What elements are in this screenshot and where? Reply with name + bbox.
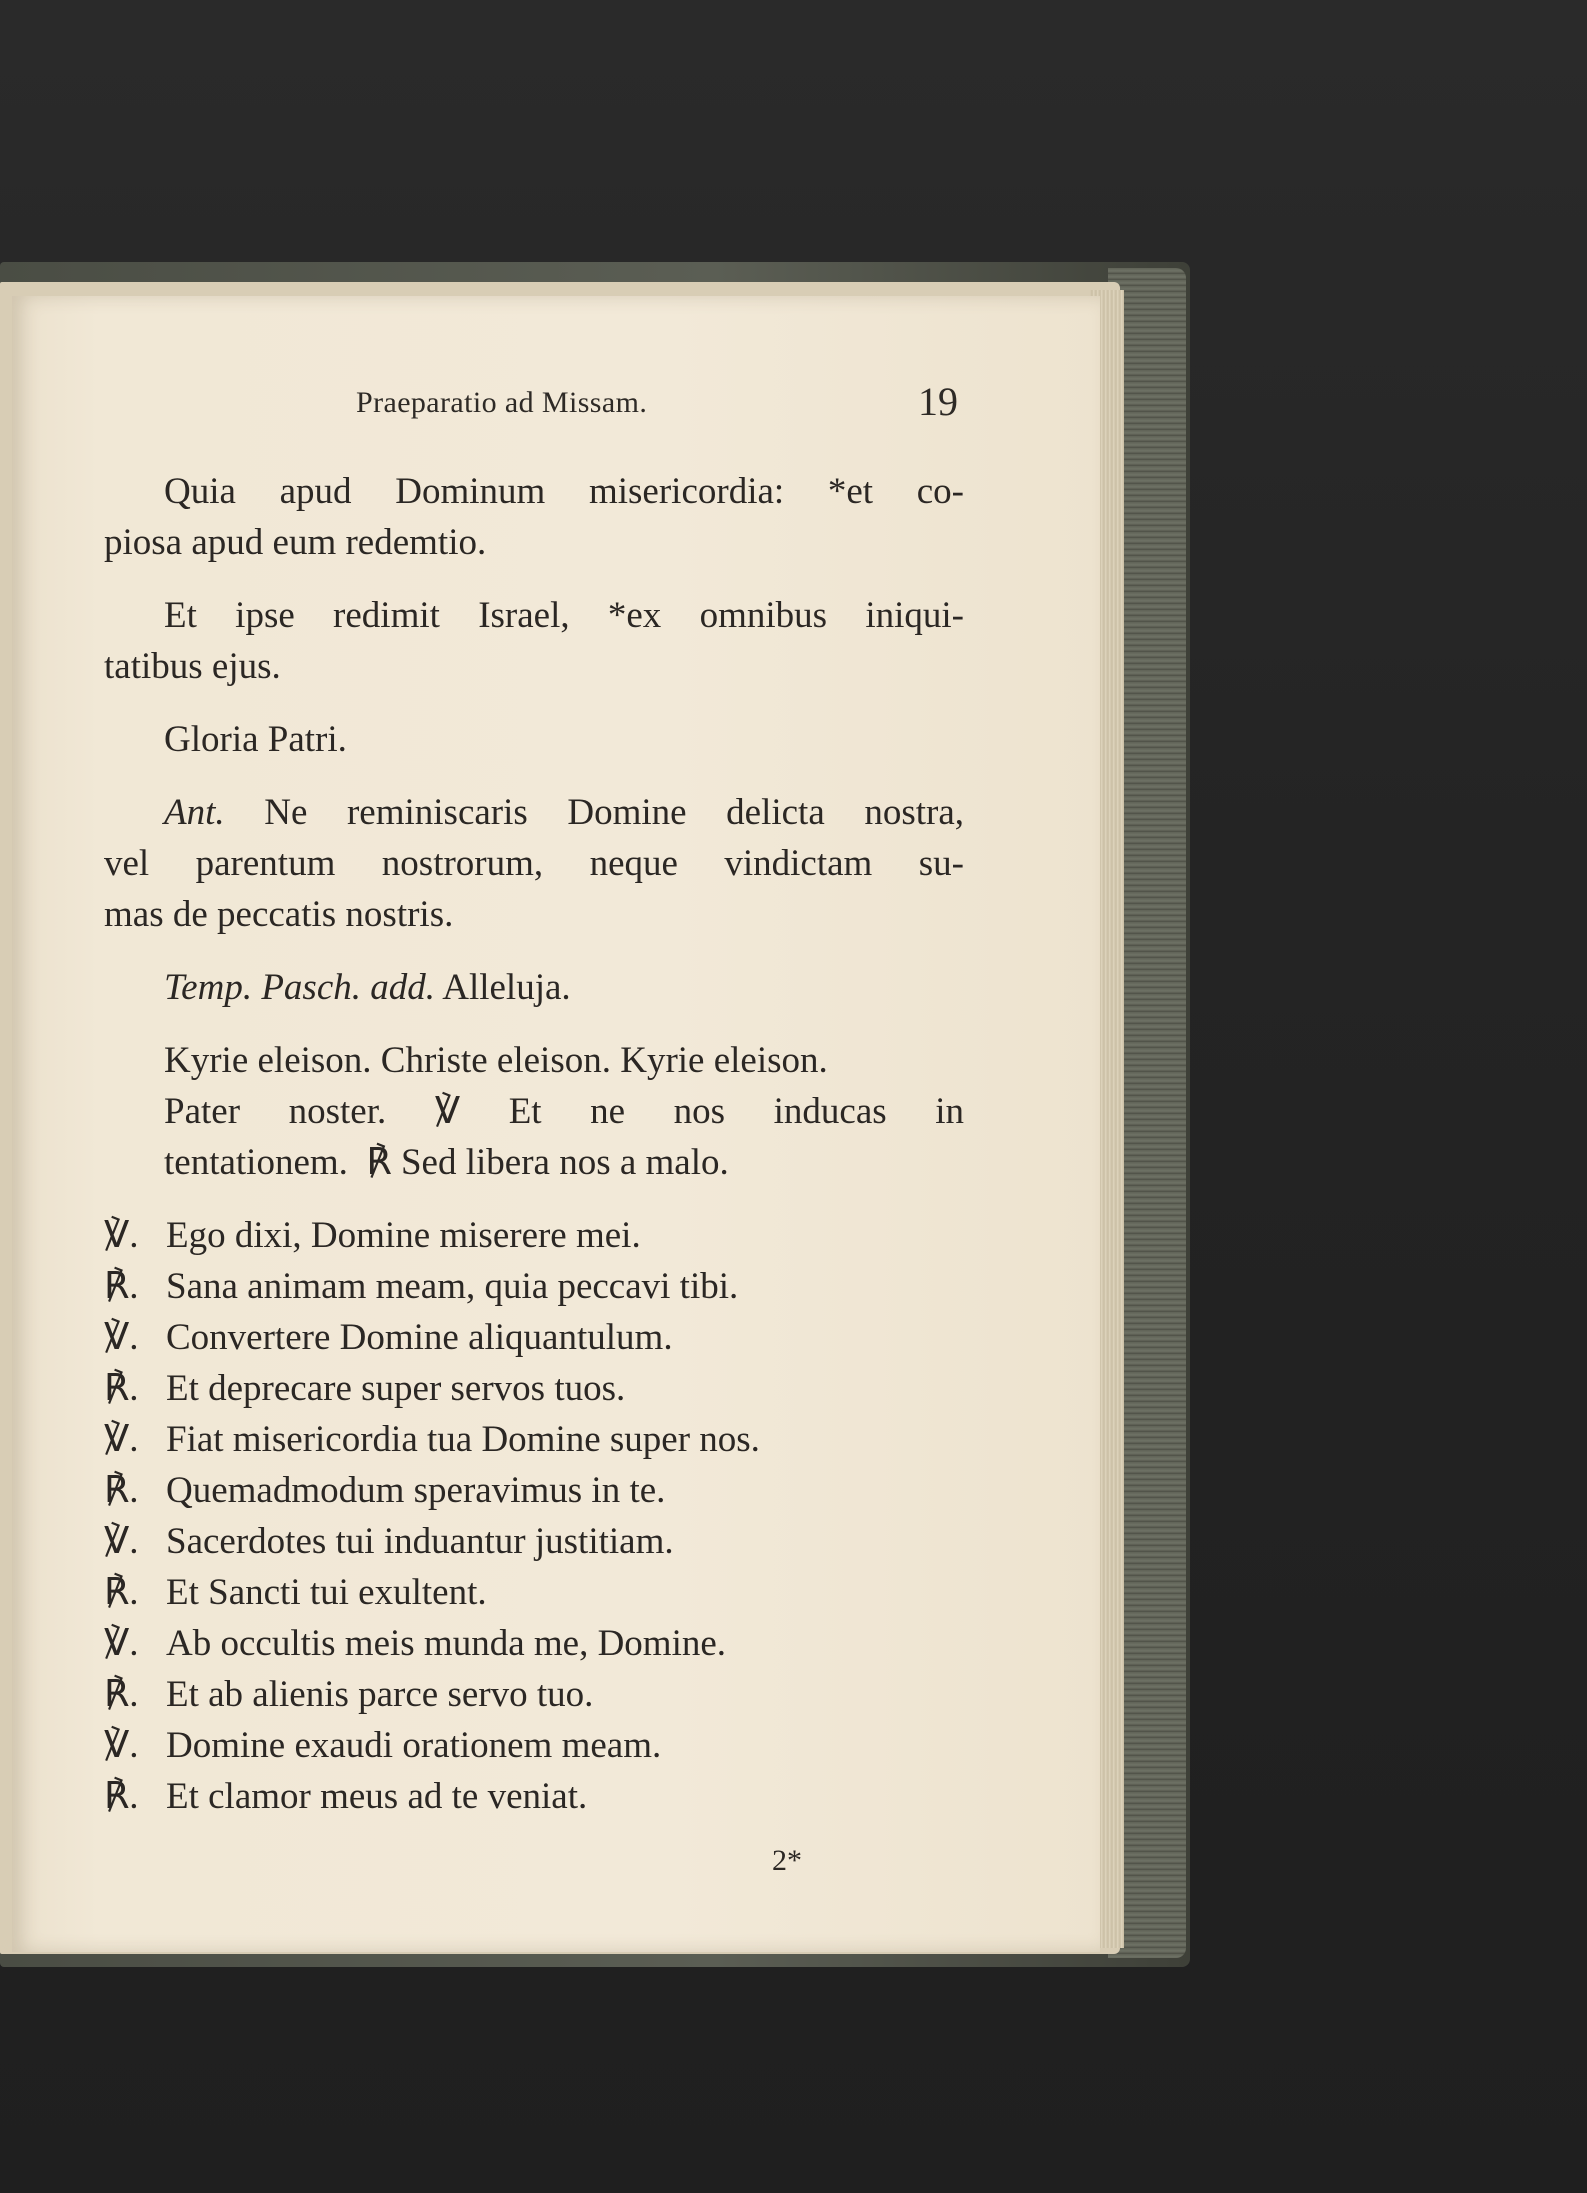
vr-text: Et deprecare super servos tuos. xyxy=(166,1368,626,1409)
page-body xyxy=(104,466,964,1822)
versicles-responses xyxy=(104,1210,964,1822)
vr-text: Et Sancti tui exultent. xyxy=(166,1572,487,1613)
response-symbol: ℟ xyxy=(366,1142,392,1183)
text-line: Quia apud Dominum misericordia: *et co- xyxy=(164,471,964,512)
running-header: Praeparatio ad Missam. xyxy=(356,386,648,419)
vr-row xyxy=(104,1720,964,1771)
text-line: Gloria Patri. xyxy=(164,719,347,760)
vr-text: Ego dixi, Domine miserere mei. xyxy=(166,1215,641,1256)
paschal-label: Temp. Pasch. add. xyxy=(164,967,435,1008)
signature-mark: 2* xyxy=(772,1844,802,1877)
gloria-patri xyxy=(104,714,964,765)
vr-row xyxy=(104,1567,964,1618)
vr-row xyxy=(104,1618,964,1669)
vr-row xyxy=(104,1363,964,1414)
psalm-verse xyxy=(104,466,964,568)
vr-row xyxy=(104,1210,964,1261)
vr-text: Et ab alienis parce servo tuo. xyxy=(166,1674,594,1715)
antiphon xyxy=(104,787,964,940)
text-line: vel parentum nostrorum, neque vindictam su- xyxy=(104,843,964,884)
psalm-verse xyxy=(104,590,964,692)
vr-symbol: ℟. xyxy=(104,1572,139,1613)
text-line: Et ipse redimit Israel, *ex omnibus iniqui- xyxy=(164,595,964,636)
antiphon-label: Ant. xyxy=(164,792,225,833)
vr-symbol: ℣. xyxy=(104,1623,139,1664)
paschal-text: Alleluja. xyxy=(442,967,571,1008)
vr-text: Quemadmodum speravimus in te. xyxy=(166,1470,666,1511)
text-line xyxy=(104,1137,964,1188)
text-line: Kyrie eleison. Christe eleison. Kyrie eleison. xyxy=(164,1040,828,1081)
response-text: Sed libera nos a malo. xyxy=(400,1142,729,1183)
kyrie-block xyxy=(104,1035,964,1188)
vr-row xyxy=(104,1261,964,1312)
text-line: mas de peccatis nostris. xyxy=(104,894,454,935)
vr-row xyxy=(104,1771,964,1822)
page-number: 19 xyxy=(918,379,958,424)
vr-symbol: ℟. xyxy=(104,1470,139,1511)
vr-row xyxy=(104,1516,964,1567)
pater-noster: Pater noster. xyxy=(164,1091,387,1132)
tentationem: tentationem. xyxy=(164,1142,348,1183)
vr-symbol: ℣. xyxy=(104,1725,139,1766)
versicle-symbol: ℣ xyxy=(434,1091,461,1132)
vr-symbol: ℟. xyxy=(104,1674,139,1715)
vr-symbol: ℣. xyxy=(104,1215,139,1256)
text-line: piosa apud eum redemtio. xyxy=(104,522,487,563)
vr-text: Et clamor meus ad te veniat. xyxy=(166,1776,588,1817)
vr-text: Convertere Domine aliquantulum. xyxy=(166,1317,673,1358)
vr-text: Fiat misericordia tua Domine super nos. xyxy=(166,1419,760,1460)
vr-row xyxy=(104,1465,964,1516)
versicle-text: Et ne nos inducas in xyxy=(508,1091,965,1132)
vr-text: Sana animam meam, quia peccavi tibi. xyxy=(166,1266,739,1307)
text-line xyxy=(104,787,964,838)
paschal-addition xyxy=(104,962,964,1013)
antiphon-text: Ne reminiscaris Domine delicta nostra, xyxy=(264,792,965,833)
text-line xyxy=(104,1086,964,1137)
vr-row xyxy=(104,1669,964,1720)
text-line: tatibus ejus. xyxy=(104,646,281,687)
vr-symbol: ℟. xyxy=(104,1266,139,1307)
vr-symbol: ℣. xyxy=(104,1419,139,1460)
vr-symbol: ℣. xyxy=(104,1317,139,1358)
vr-row xyxy=(104,1414,964,1465)
text-line xyxy=(104,962,964,1013)
vr-text: Ab occultis meis munda me, Domine. xyxy=(166,1623,727,1664)
vr-symbol: ℟. xyxy=(104,1776,139,1817)
vr-text: Domine exaudi orationem meam. xyxy=(166,1725,662,1766)
vr-symbol: ℟. xyxy=(104,1368,139,1409)
vr-row xyxy=(104,1312,964,1363)
vr-symbol: ℣. xyxy=(104,1521,139,1562)
vr-text: Sacerdotes tui induantur justitiam. xyxy=(166,1521,674,1562)
